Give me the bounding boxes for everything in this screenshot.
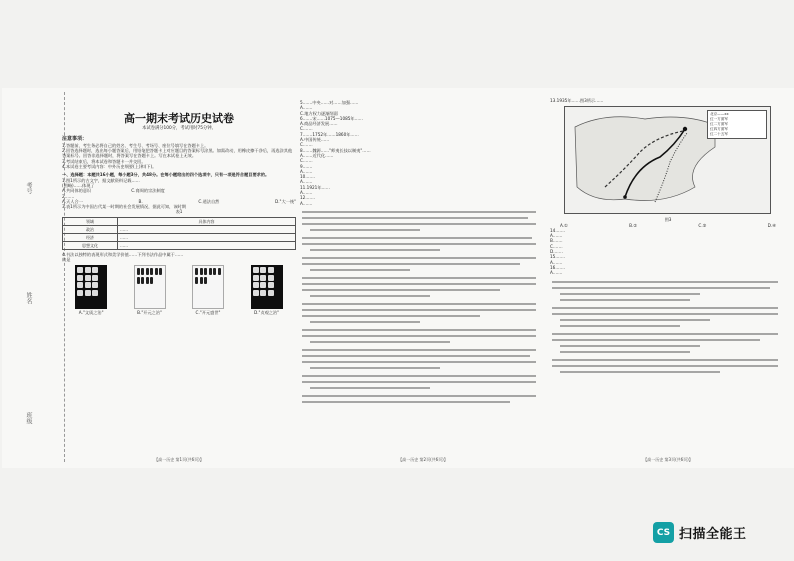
notice-line: 2.回答选择题时，选出每小题答案后，用铅笔把答题卡上对应题目的答案标号涂黑。如需改动，用橡皮擦干净后，再选涂其他答案标号。回答非选择题时，将答案写在答题卡上。写在本试卷上无效。 bbox=[62, 148, 293, 159]
question-line: 2.…… bbox=[62, 193, 75, 199]
binding-gutter bbox=[4, 92, 65, 462]
table-cell: 政治 bbox=[63, 225, 118, 233]
option: C.道法自然 bbox=[198, 198, 220, 204]
question-line: 11.1921年…… bbox=[300, 184, 330, 190]
question-line: A.商品经济发展…… bbox=[300, 121, 338, 127]
gutter-label-3: 班级 bbox=[25, 412, 32, 424]
question-line: A.…… bbox=[550, 259, 563, 265]
calligraphy-image-a bbox=[75, 265, 107, 309]
option: C."开元盛世" bbox=[195, 310, 221, 316]
exam-page-1 bbox=[62, 92, 296, 464]
exam-page-2 bbox=[300, 92, 546, 464]
table-cell: …… bbox=[118, 233, 296, 241]
notice-line: 3.考试结束后，将本试卷和答题卡一并交回。 bbox=[62, 158, 146, 164]
question-line: A.…… bbox=[300, 179, 313, 185]
question-line: C.地方权力逐渐削弱 bbox=[300, 110, 338, 116]
option: A.天人合一 bbox=[62, 198, 83, 204]
history-map bbox=[564, 106, 771, 214]
dense-text-lines bbox=[300, 208, 540, 418]
option: A.① bbox=[560, 222, 568, 228]
camscanner-logo-icon: CS bbox=[653, 522, 674, 543]
legend-item: 红二十五军 bbox=[710, 132, 728, 137]
question-line: C.…… bbox=[300, 142, 313, 148]
question-line: D.…… bbox=[550, 249, 563, 255]
question-line: 的是 bbox=[62, 257, 71, 263]
question-line: A.…… bbox=[300, 105, 313, 111]
table-row bbox=[63, 241, 296, 249]
calligraphy-image-b bbox=[134, 265, 166, 309]
legend-item: 红二方面军 bbox=[710, 122, 728, 127]
question-line: A.中国传统…… bbox=[300, 137, 330, 143]
question-line: 7.……1752年……1860年…… bbox=[300, 131, 359, 137]
question-line: 4.书法以独特的表现形式和美学价值……下列书法作品中属于…… bbox=[62, 251, 184, 257]
map-legend bbox=[707, 110, 767, 139]
question-line: A.…… bbox=[550, 233, 563, 239]
question-line: 9.…… bbox=[300, 163, 313, 169]
calligraphy-options bbox=[62, 310, 296, 315]
question-line: A.……近代化…… bbox=[300, 152, 334, 158]
option: A.共同体的意识 bbox=[62, 188, 92, 194]
notice-line: 4.本试卷主要考试内容：中外历史纲要(上)和(下)。 bbox=[62, 164, 157, 170]
page-footer: 【高一历史 第2页(共6页)】 bbox=[398, 456, 448, 462]
question-line: 12.…… bbox=[300, 195, 316, 201]
exam-subtitle: 本试卷满分100分，考试用时75分钟。 bbox=[142, 126, 216, 132]
option: C.③ bbox=[698, 222, 707, 228]
question-line: B.…… bbox=[550, 238, 563, 244]
question-line: 8.……魏源……"师夷长技以制夷"…… bbox=[300, 147, 371, 153]
exam-page-3 bbox=[550, 92, 786, 464]
exam-title: 高一期末考试历史试卷 bbox=[124, 112, 234, 125]
legend-item: 红一方面军 bbox=[710, 117, 728, 122]
option: B. bbox=[138, 198, 143, 204]
table-row bbox=[63, 233, 296, 241]
table-caption: 表1 bbox=[175, 209, 183, 215]
question-line: 13.1935年……图3所示…… bbox=[550, 98, 604, 103]
question-line: 10.…… bbox=[300, 174, 316, 180]
table-cell: 领域 bbox=[63, 217, 118, 225]
notice-heading: 注意事项： bbox=[62, 135, 88, 142]
table-cell: 经济 bbox=[63, 233, 118, 241]
calligraphy-images bbox=[62, 265, 296, 309]
question-line: A.…… bbox=[300, 190, 313, 196]
map-caption: 图3 bbox=[664, 217, 672, 223]
notice-line: 1.答题前，考生务必将自己的姓名、考生号、考场号、座位号填写在答题卡上。 bbox=[62, 142, 209, 148]
question-line: 14.…… bbox=[550, 227, 566, 233]
question-line: 3.表1所示为中国古代某一时期的社会发展情况，据此可知，该时期 bbox=[62, 204, 186, 210]
question-line: A.…… bbox=[300, 200, 313, 206]
table-cell: …… bbox=[118, 225, 296, 233]
option: B.② bbox=[629, 222, 638, 228]
question-line: 16.…… bbox=[550, 264, 566, 270]
option: D."贞观之治" bbox=[253, 310, 280, 316]
dense-text-lines bbox=[550, 278, 782, 388]
question-line: C.…… bbox=[550, 243, 563, 249]
gutter-label-2: 姓名 bbox=[25, 292, 32, 304]
legend-item: 北京——xx bbox=[710, 112, 729, 117]
question-line: 5.……中央……对……加强…… bbox=[300, 100, 359, 105]
question-line: C.…… bbox=[300, 158, 313, 164]
table-cell: 思想文化 bbox=[63, 241, 118, 249]
scanner-watermark bbox=[653, 522, 747, 543]
question-line: 6.……宋……1075—1085年…… bbox=[300, 115, 363, 121]
option: D."大一统" bbox=[274, 198, 296, 204]
question-line: A.…… bbox=[550, 270, 563, 276]
calligraphy-image-d bbox=[251, 265, 283, 309]
brand-text: 扫描全能王 bbox=[679, 527, 747, 542]
page-footer: 【高一历史 第3页(共6页)】 bbox=[643, 456, 693, 462]
table-cell: 具体内容 bbox=[118, 217, 296, 225]
option: D.④ bbox=[767, 222, 776, 228]
option: B."开元之治" bbox=[137, 310, 162, 316]
question-line: (图略)……体现了 bbox=[62, 182, 95, 188]
history-table bbox=[62, 217, 296, 250]
gutter-label-1: 考号 bbox=[25, 182, 32, 194]
question-line: 1.图1所示的古文字，据文献资料记载…… bbox=[62, 177, 140, 183]
question-line: A.…… bbox=[300, 168, 313, 174]
question-line: C.…… bbox=[300, 126, 313, 132]
legend-item: 红四方面军 bbox=[710, 127, 728, 132]
table-row bbox=[63, 217, 296, 225]
option: A."文质之治" bbox=[78, 310, 104, 316]
table-row bbox=[63, 225, 296, 233]
page-footer: 【高一历史 第1页(共6页)】 bbox=[154, 456, 204, 462]
table-cell: …… bbox=[118, 241, 296, 249]
question-line: 15.…… bbox=[550, 254, 566, 260]
section-heading: 一、选择题：本题共16小题，每小题3分，共48分。在每小题给出的四个选项中，只有一项是符合题目要求的。 bbox=[62, 172, 270, 178]
option: C.商周的宗法制度 bbox=[131, 188, 165, 194]
calligraphy-image-c bbox=[192, 265, 224, 309]
